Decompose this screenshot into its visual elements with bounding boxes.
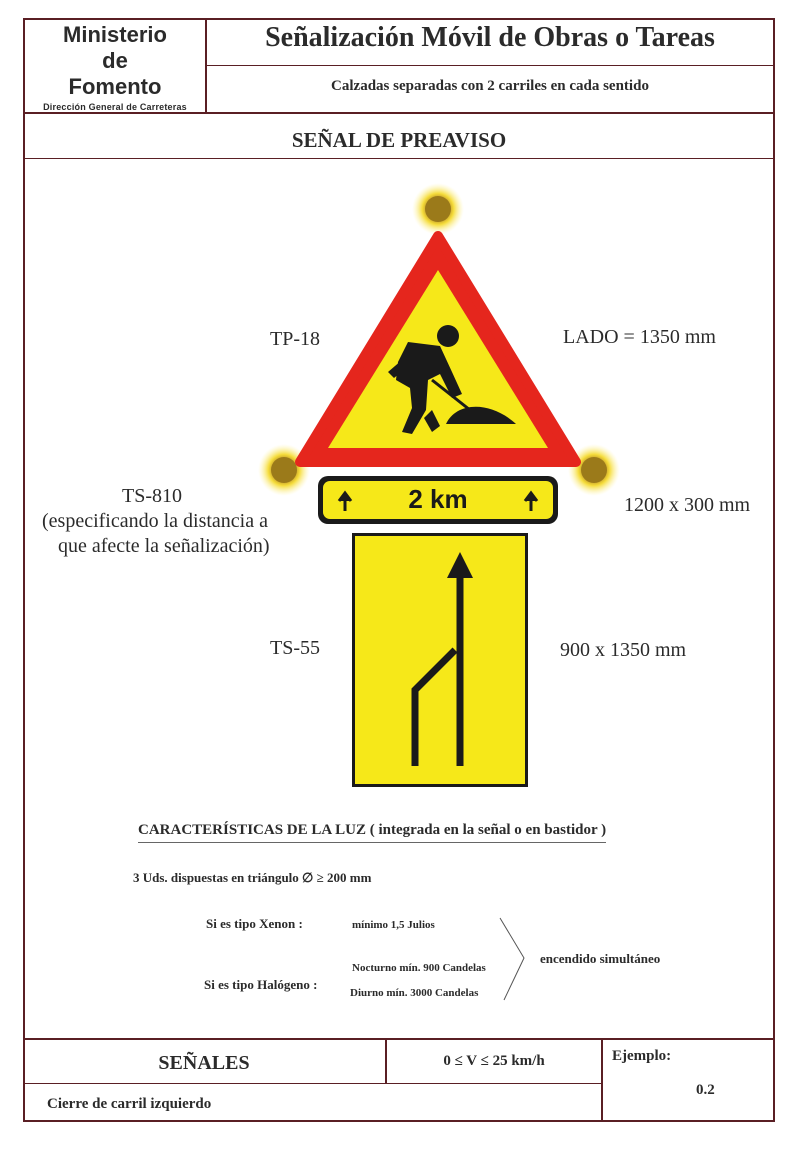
footer-signals: SEÑALES [158,1052,250,1074]
ts810-distance-text: 2 km [408,484,468,514]
ts810-note-line-1: (especificando la distancia a [42,510,268,532]
document-subtitle: Calzadas separadas con 2 carriles en cada sentido [331,78,649,94]
section-title: SEÑAL DE PREAVISO [291,128,507,152]
ts55-code: TS-55 [270,637,320,659]
ts810-dimensions: 1200 x 300 mm [624,494,751,516]
xenon-value: mínimo 1,5 Julios [352,919,435,931]
simultaneous-ignition: encendido simultáneo [540,951,661,966]
light-units: 3 Uds. dispuestas en triángulo ∅ ≥ 200 mm [133,870,372,885]
ts810-code: TS-810 [122,485,182,507]
halogen-label: Si es tipo Halógeno : [204,977,318,992]
halogen-night: Nocturno mín. 900 Candelas [352,962,486,974]
brace-icon [500,918,524,1000]
tp18-code: TP-18 [270,328,320,350]
tp18-sign [300,236,576,462]
light-characteristics-heading: CARACTERÍSTICAS DE LA LUZ ( integrada en la señal o en bastidor ) [138,822,606,843]
warning-lamp-top [412,183,464,235]
ministry-subtitle: Dirección General de Carreteras [43,102,187,112]
ts810-note-line-2: que afecte la señalización) [58,535,270,557]
footer-example-label: Ejemplo: [612,1048,672,1064]
ministry-line-2: de [102,48,128,73]
document-title: Señalización Móvil de Obras o Tareas [265,22,715,53]
halogen-day: Diurno mín. 3000 Candelas [350,987,479,999]
ministry-line-1: Ministerio [63,22,167,47]
ts55-dimensions: 900 x 1350 mm [560,639,687,661]
xenon-label: Si es tipo Xenon : [206,916,303,931]
footer-speed: 0 ≤ V ≤ 25 km/h [443,1053,545,1069]
ministry-line-3: Fomento [68,74,162,99]
tp18-dimensions: LADO = 1350 mm [563,326,716,348]
footer-description: Cierre de carril izquierdo [47,1096,212,1112]
footer-example-value: 0.2 [696,1082,715,1098]
ts55-sign [352,533,528,787]
warning-lamp-right [568,444,620,496]
